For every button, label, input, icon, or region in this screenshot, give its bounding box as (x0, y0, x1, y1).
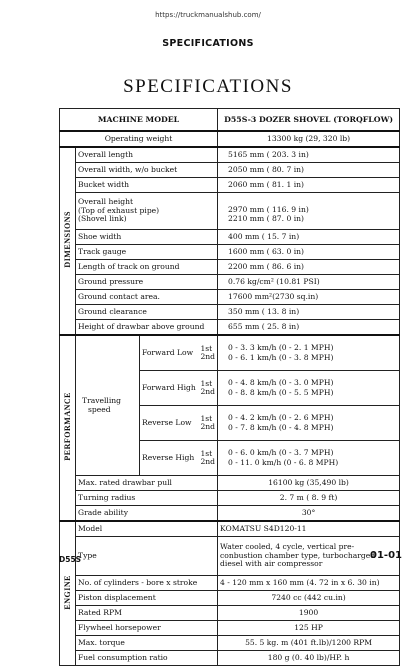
table-row (60, 491, 400, 506)
table-row (60, 290, 400, 305)
spec-value: 5165 mm ( 203. 3 in) (218, 147, 400, 163)
spec-value (218, 193, 400, 230)
gear-label: 1st (200, 414, 213, 424)
spec-label-line: Overall height (78, 196, 134, 206)
speed-value-line: 0 - 6. 1 km/h (0 - 3. 8 MPH) (228, 353, 334, 362)
spec-value: 17600 mm²(2730 sq.in) (218, 290, 400, 305)
source-url: https://truckmanualshub.com/ (155, 11, 261, 19)
spec-label: Shoe width (76, 230, 218, 245)
gear-label: 1st (200, 379, 213, 389)
speed-value (218, 406, 400, 441)
speed-value-line: 0 - 7. 8 km/h (0 - 4. 8 MPH) (228, 423, 334, 432)
spec-value: 2200 mm ( 86. 6 in) (218, 260, 400, 275)
spec-value: 1900 (218, 606, 400, 621)
spec-label: Type (76, 537, 218, 576)
spec-value: 1600 mm ( 63. 0 in) (218, 245, 400, 260)
page-number: 01-01 (370, 550, 402, 561)
spec-value: 2. 7 m ( 8. 9 ft) (218, 491, 400, 506)
speed-value (218, 441, 400, 476)
engine-section-label: ENGINE (60, 521, 76, 666)
spec-label: Turning radius (76, 491, 218, 506)
dimensions-section-label: DIMENSIONS (60, 147, 76, 335)
gear-label: 2nd (200, 352, 216, 361)
spec-label: Ground contact area. (76, 290, 218, 305)
table-row (60, 147, 400, 163)
spec-value: 16100 kg (35,490 lb) (218, 476, 400, 491)
table-row (60, 591, 400, 606)
spec-value: 2060 mm ( 81. 1 in) (218, 178, 400, 193)
table-row (60, 193, 400, 230)
page-title: SPECIFICATIONS (123, 76, 293, 97)
spec-value-line: Water cooled, 4 cycle, vertical pre- (220, 541, 355, 551)
spec-label: Piston displacement (76, 591, 218, 606)
spec-label-line: (Top of exhaust pipe) (78, 205, 160, 215)
table-row (60, 178, 400, 193)
table-row (60, 476, 400, 491)
table-row (60, 245, 400, 260)
model-name-header: D55S-3 DOZER SHOVEL (TORQFLOW) (218, 109, 400, 132)
gear-label: 1st (200, 449, 213, 459)
footer-model: D55S (59, 555, 82, 564)
operating-weight-row (60, 131, 400, 147)
spec-value: 55. 5 kg. m (401 ft.lb)/1200 RPM (218, 636, 400, 651)
gear-label: 2nd (200, 387, 216, 396)
speed-mode-cell (140, 441, 218, 476)
table-row (60, 230, 400, 245)
spec-value: 30° (218, 506, 400, 522)
spec-label: Max. torque (76, 636, 218, 651)
spec-value-line: diesel with air compressor (220, 559, 323, 569)
operating-weight-value: 13300 kg (29, 320 lb) (218, 131, 400, 147)
spec-label: Flywheel horsepower (76, 621, 218, 636)
travelling-speed-line: Travelling (82, 395, 122, 405)
table-row (60, 335, 400, 371)
spec-label: Track gauge (76, 245, 218, 260)
spec-value-line: 2970 mm ( 116. 9 in) (228, 205, 309, 215)
table-row (60, 606, 400, 621)
spec-label: Length of track on ground (76, 260, 218, 275)
spec-table (59, 108, 400, 666)
gear-label: 2nd (200, 457, 216, 466)
speed-value-line: 0 - 4. 2 km/h (0 - 2. 6 MPH) (228, 412, 334, 422)
table-row (60, 636, 400, 651)
table-header-row (60, 109, 400, 132)
table-row (60, 320, 400, 336)
table-row (60, 275, 400, 290)
speed-value-line: 0 - 3. 3 km/h (0 - 2. 1 MPH) (228, 342, 334, 352)
speed-mode: Reverse High (142, 452, 195, 462)
spec-label: Max. rated drawbar pull (76, 476, 218, 491)
speed-mode: Forward Low (142, 347, 194, 357)
speed-value-line: 0 - 6. 0 km/h (0 - 3. 7 MPH) (228, 447, 334, 457)
table-row (60, 651, 400, 666)
spec-label: Ground pressure (76, 275, 218, 290)
spec-value: 4 - 120 mm x 160 mm (4. 72 in x 6. 30 in) (218, 576, 400, 591)
spec-label: Overall width, w/o bucket (76, 163, 218, 178)
spec-label: Bucket width (76, 178, 218, 193)
speed-value (218, 371, 400, 406)
table-row (60, 506, 400, 522)
table-row (60, 260, 400, 275)
speed-mode-cell (140, 335, 218, 371)
spec-label: Height of drawbar above ground (76, 320, 218, 336)
spec-value: 125 HP (218, 621, 400, 636)
speed-mode: Reverse Low (142, 417, 192, 427)
spec-value-line: 2210 mm ( 87. 0 in) (228, 214, 304, 223)
spec-value: 655 mm ( 25. 8 in) (218, 320, 400, 336)
speed-value (218, 335, 400, 371)
table-row (60, 521, 400, 537)
table-row (60, 305, 400, 320)
spec-label: Fuel consumption ratio (76, 651, 218, 666)
spec-label: Rated RPM (76, 606, 218, 621)
table-row (60, 537, 400, 576)
speed-value-line: 0 - 4. 8 km/h (0 - 3. 0 MPH) (228, 377, 334, 387)
spec-value: 180 g (0. 40 lb)/HP. h (218, 651, 400, 666)
speed-mode: Forward High (142, 382, 196, 392)
spec-label: Overall length (76, 147, 218, 163)
table-row (60, 576, 400, 591)
spec-label-line: (Shovel link) (78, 214, 127, 224)
spec-value: 0.76 kg/cm² (10.81 PSI) (218, 275, 400, 290)
spec-label (76, 193, 218, 230)
spec-value: KOMATSU S4D120-11 (218, 521, 400, 537)
performance-section-label: PERFORMANCE (60, 335, 76, 521)
travelling-speed-line: speed (88, 404, 111, 414)
page-header: SPECIFICATIONS (162, 38, 254, 49)
spec-label: Grade ability (76, 506, 218, 522)
machine-model-header: MACHINE MODEL (60, 109, 218, 132)
spec-value: 7240 cc (442 cu.in) (218, 591, 400, 606)
spec-label: Ground clearance (76, 305, 218, 320)
table-row (60, 163, 400, 178)
speed-value-line: 0 - 8. 8 km/h (0 - 5. 5 MPH) (228, 388, 334, 397)
table-row (60, 621, 400, 636)
spec-label: Model (76, 521, 218, 537)
speed-mode-cell (140, 406, 218, 441)
spec-value: 350 mm ( 13. 8 in) (218, 305, 400, 320)
spec-label: No. of cylinders - bore x stroke (76, 576, 218, 591)
spec-value: 400 mm ( 15. 7 in) (218, 230, 400, 245)
travelling-speed-label (76, 335, 140, 476)
speed-mode-cell (140, 371, 218, 406)
operating-weight-label: Operating weight (60, 131, 218, 147)
speed-value-line: 0 - 11. 0 km/h (0 - 6. 8 MPH) (228, 458, 339, 467)
gear-label: 2nd (200, 422, 216, 431)
gear-label: 1st (200, 344, 213, 354)
spec-value: 2050 mm ( 80. 7 in) (218, 163, 400, 178)
spec-value-line: conbustion chamber type, turbocharged (220, 550, 376, 560)
